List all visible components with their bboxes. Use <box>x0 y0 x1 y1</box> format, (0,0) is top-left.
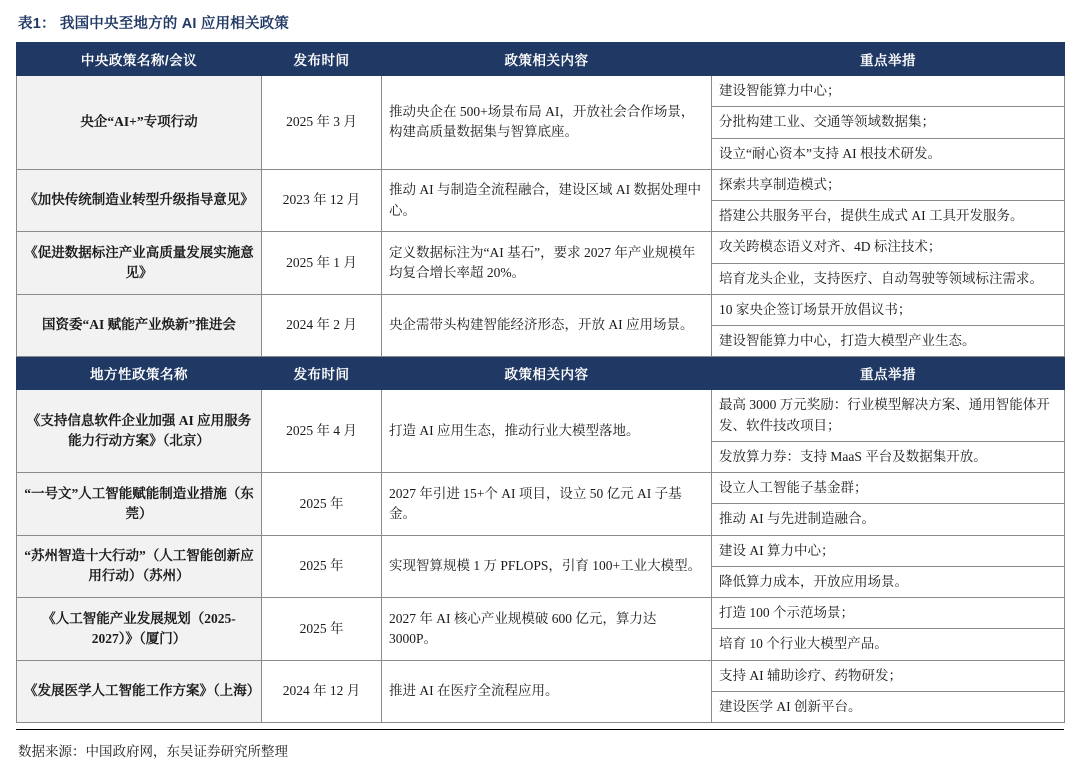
policy-date: 2025 年 <box>262 473 382 536</box>
policy-content: 2027 年 AI 核心产业规模破 600 亿元，算力达 3000P。 <box>382 598 712 661</box>
measure-item: 发放算力券：支持 MaaS 平台及数据集开放。 <box>719 448 987 464</box>
measure-item: 建设医学 AI 创新平台。 <box>719 698 862 714</box>
policy-date: 2025 年 1 月 <box>262 232 382 295</box>
policy-date: 2025 年 3 月 <box>262 76 382 170</box>
policy-content: 2027 年引进 15+个 AI 项目，设立 50 亿元 AI 子基金。 <box>382 473 712 536</box>
measure-item: 建设智能算力中心，打造大模型产业生态。 <box>719 333 976 348</box>
policy-name: “苏州智造十大行动”（人工智能创新应用行动）（苏州） <box>17 535 262 598</box>
table-row <box>17 390 1065 473</box>
measure-item: 最高 3000 万元奖励：行业模型解决方案、通用智能体开发、软件技改项目； <box>712 390 1064 442</box>
source-note: 数据来源：中国政府网，东吴证券研究所整理 <box>18 744 288 759</box>
policy-name: 《发展医学人工智能工作方案》（上海） <box>17 660 262 723</box>
measure-item: 搭建公共服务平台，提供生成式 AI 工具开发服务。 <box>719 208 1024 223</box>
policy-name: 《人工智能产业发展规划（2025-2027）》（厦门） <box>17 598 262 661</box>
measure-item: 降低算力成本，开放应用场景。 <box>719 573 908 589</box>
policy-name: 《促进数据标注产业高质量发展实施意见》 <box>17 232 262 295</box>
policy-name: 央企“AI+”专项行动 <box>17 76 262 170</box>
measure-item: 建设 AI 算力中心； <box>712 536 1064 567</box>
table-row <box>17 598 1065 661</box>
column-header-local-date: 发布时间 <box>262 357 382 390</box>
measure-item: 支持 AI 辅助诊疗、药物研发； <box>712 661 1064 692</box>
policy-measures <box>712 535 1065 598</box>
measure-item: 探索共享制造模式； <box>712 170 1064 201</box>
policy-name: 国资委“AI 赋能产业焕新”推进会 <box>17 294 262 357</box>
measure-item: 培育 10 个行业大模型产品。 <box>719 636 888 652</box>
policy-date: 2024 年 12 月 <box>262 660 382 723</box>
policy-content: 央企需带头构建智能经济形态，开放 AI 应用场景。 <box>382 294 712 357</box>
table-header-row-central <box>17 43 1065 76</box>
column-header-local-measures: 重点举措 <box>712 357 1065 390</box>
table-header-row-local <box>17 357 1065 390</box>
table-caption: 表1： 我国中央至地方的 AI 应用相关政策 <box>18 16 290 32</box>
policy-date: 2023 年 12 月 <box>262 169 382 232</box>
measure-item: 设立人工智能子基金群； <box>712 473 1064 504</box>
measure-item: 推动 AI 与先进制造融合。 <box>719 511 875 527</box>
table-row <box>17 535 1065 598</box>
measure-item: 攻关跨模态语义对齐、4D 标注技术； <box>712 232 1064 263</box>
measure-item: 打造 100 个示范场景； <box>712 598 1064 629</box>
measure-item: 设立“耐心资本”支持 AI 根技术研发。 <box>719 145 941 161</box>
measure-item: 分批构建工业、交通等领域数据集； <box>712 107 1064 138</box>
table-row <box>17 76 1065 170</box>
measure-item: 建设智能算力中心； <box>712 76 1064 107</box>
table-row <box>17 169 1065 232</box>
policy-date: 2025 年 <box>262 598 382 661</box>
policy-date: 2024 年 2 月 <box>262 294 382 357</box>
policy-date: 2025 年 <box>262 535 382 598</box>
policy-measures <box>712 294 1065 357</box>
measure-item: 培育龙头企业，支持医疗、自动驾驶等领域标注需求。 <box>719 270 1043 286</box>
policy-name: 《加快传统制造业转型升级指导意见》 <box>17 169 262 232</box>
policy-content: 打造 AI 应用生态，推动行业大模型落地。 <box>382 390 712 473</box>
policy-name: “一号文”人工智能赋能制造业措施（东莞） <box>17 473 262 536</box>
table-row <box>17 660 1065 723</box>
column-header-central-date: 发布时间 <box>262 43 382 76</box>
policy-content: 推进 AI 在医疗全流程应用。 <box>382 660 712 723</box>
policy-content: 推动央企在 500+场景布局 AI，开放社会合作场景，构建高质量数据集与智算底座。 <box>382 76 712 170</box>
column-header-central-name: 中央政策名称/会议 <box>17 43 262 76</box>
column-header-local-content: 政策相关内容 <box>382 357 712 390</box>
column-header-central-measures: 重点举措 <box>712 43 1065 76</box>
policy-table <box>16 42 1065 723</box>
policy-measures <box>712 169 1065 232</box>
policy-date: 2025 年 4 月 <box>262 390 382 473</box>
table-row <box>17 473 1065 536</box>
policy-content: 定义数据标注为“AI 基石”，要求 2027 年产业规模年均复合增长率超 20%。 <box>382 232 712 295</box>
policy-measures <box>712 660 1065 723</box>
column-header-central-content: 政策相关内容 <box>382 43 712 76</box>
policy-name: 《支持信息软件企业加强 AI 应用服务能力行动方案》（北京） <box>17 390 262 473</box>
footer-divider <box>16 729 1064 730</box>
table-row <box>17 294 1065 357</box>
column-header-local-name: 地方性政策名称 <box>17 357 262 390</box>
policy-measures <box>712 390 1065 473</box>
policy-measures <box>712 76 1065 170</box>
measure-item: 10 家央企签订场景开放倡议书； <box>712 295 1064 326</box>
policy-content: 实现智算规模 1 万 PFLOPS，引育 100+工业大模型。 <box>382 535 712 598</box>
policy-content: 推动 AI 与制造全流程融合，建设区域 AI 数据处理中心。 <box>382 169 712 232</box>
policy-measures <box>712 473 1065 536</box>
policy-measures <box>712 598 1065 661</box>
policy-measures <box>712 232 1065 295</box>
table-row <box>17 232 1065 295</box>
